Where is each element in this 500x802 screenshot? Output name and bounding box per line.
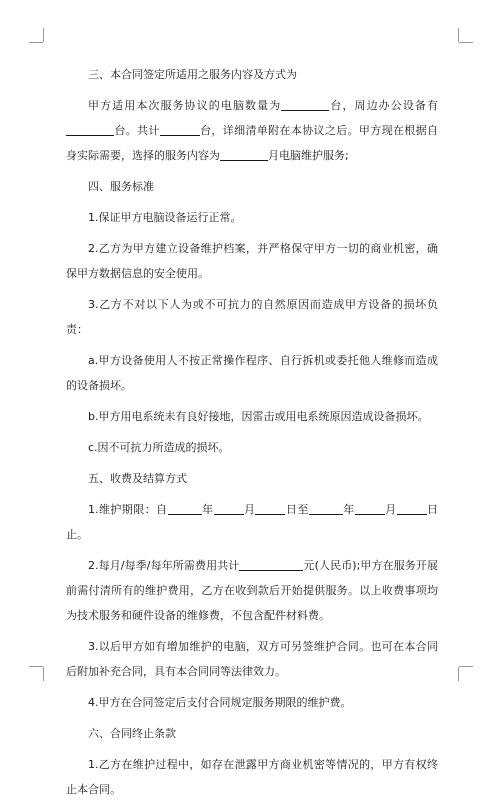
section-6-item-1: 1.乙方在维护过程中，如存在泄露甲方商业机密等情况的，甲方有权终止本合同。 [66,758,438,796]
text-segment: 元(人民币);甲方在服务开展前需付清所有的维护费用，乙方在收到款后开始提供服务。以上收费事项均为技术服务和硬件设备的维修费，不包含配件材料费。 [66,559,438,622]
section-4-item-3a: a.甲方设备使用人不按正常操作程序、自行拆机或委托他人维修而造成的设备损坏。 [66,354,438,392]
blank-start-year[interactable] [168,502,202,515]
section-5-item-3: 3.以后甲方如有增加维护的电脑，双方可另签维护合同。也可在本合同后附加补充合同，具有本合同同等法律效力。 [66,640,438,678]
blank-start-month[interactable] [214,502,244,515]
section-3-paragraph [66,93,438,168]
blank-end-year[interactable] [309,502,343,515]
section-4-heading: 四、服务标准 [88,180,154,193]
section-5-item-4: 4.甲方在合同签定后支付合同规定服务期限的维护费。 [88,696,352,709]
section-5-item-1 [66,497,438,547]
section-6-heading: 六、合同终止条款 [88,727,176,740]
blank-office-device-count[interactable] [66,123,114,136]
text-segment: 台。共计 [114,124,160,137]
text-segment: 年 [201,503,214,516]
text-segment: 月 [384,503,397,516]
section-4-item-3b: b.甲方用电系统未有良好接地，因雷击或用电系统原因造成设备损坏。 [88,410,429,423]
section-4-item-3: 3.乙方不对以下人为或不可抗力的自然原因而造成甲方设备的损坏负责： [66,298,438,336]
text-segment: 甲方适用本次服务协议的电脑数量为 [88,99,282,112]
document-body [66,62,438,802]
section-4-item-2: 2.乙方为甲方建立设备维护档案，并严格保守甲方一切的商业机密，确保甲方数据信息的安全使用。 [66,242,438,280]
section-4-item-1: 1.保证甲方电脑设备运行正常。 [88,211,242,224]
text-segment: 年 [342,503,355,516]
blank-total-count[interactable] [160,123,200,136]
blank-service-months[interactable] [220,148,268,161]
blank-fee-amount[interactable] [239,558,303,571]
text-segment: 日止。 [66,503,439,541]
blank-end-day[interactable] [397,502,427,515]
blank-end-month[interactable] [355,502,385,515]
text-segment: 月电脑维护服务; [268,149,349,162]
section-4-item-3c: c.因不可抗力所造成的损坏。 [88,441,230,454]
blank-start-day[interactable] [255,502,285,515]
section-5-item-2 [66,553,438,628]
text-segment: 2.每月/每季/每年所需费用共计 [88,559,240,572]
section-5-heading: 五、收费及结算方式 [88,472,187,485]
section-3-heading: 三、本合同签定所适用之服务内容及方式为 [88,68,297,81]
text-segment: 月 [243,503,256,516]
text-segment: 台，周边办公设备有 [329,99,439,112]
text-segment: 1.维护期限：自 [88,503,168,516]
text-segment: 日至 [285,503,309,516]
blank-computer-count[interactable] [281,98,329,111]
text-segment: 台，详细清单附在本协议之后。甲方现在根据自身实际需要，选择的服务内容为 [66,124,439,162]
